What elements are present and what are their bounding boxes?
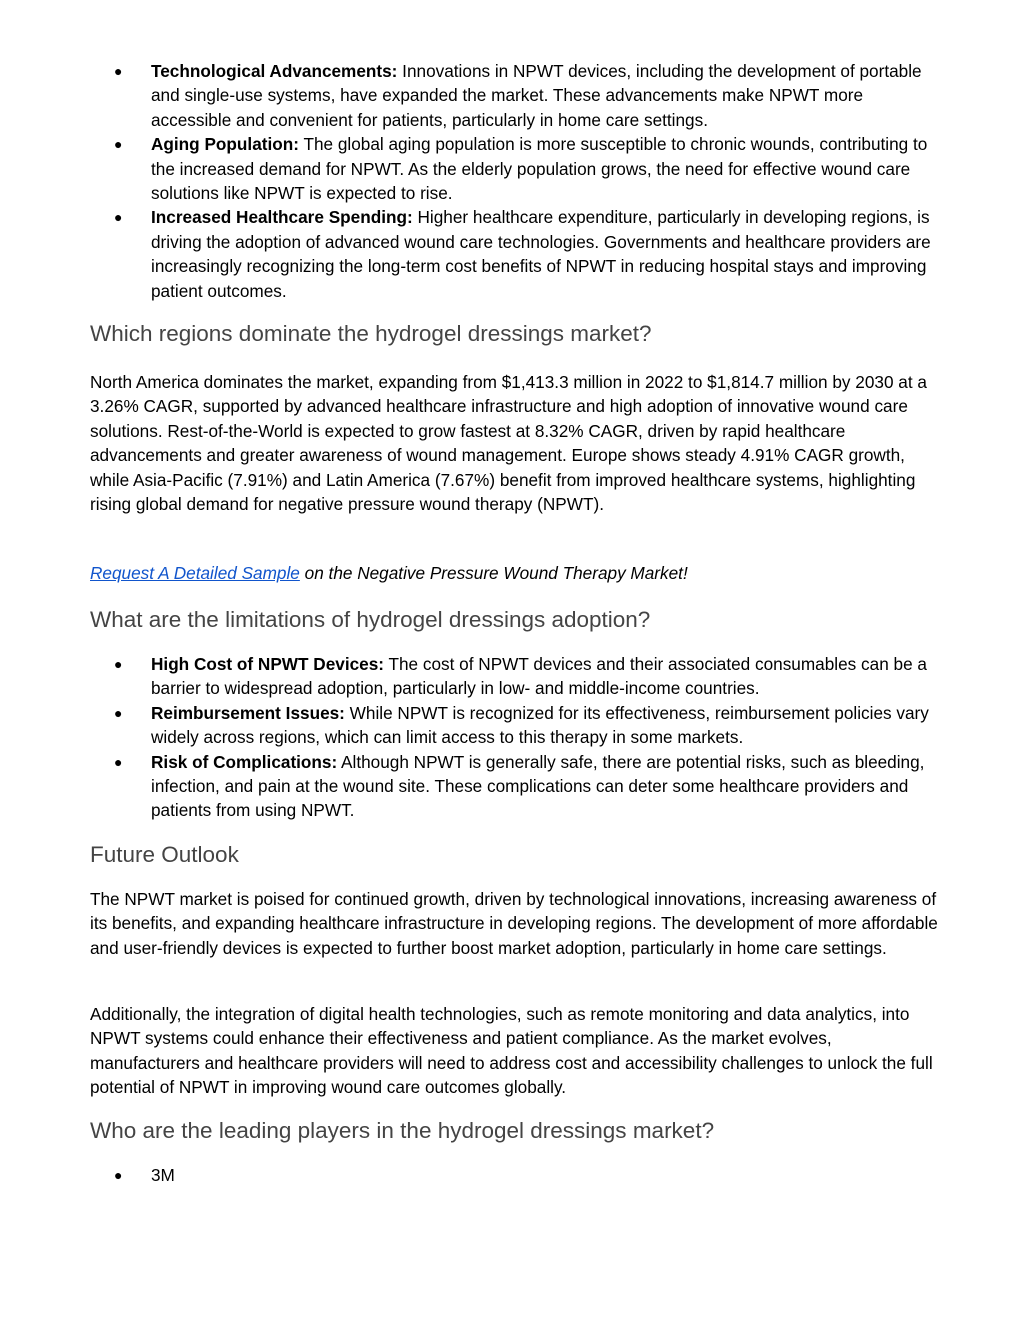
list-item-text: Innovations in NPWT devices, including the development of portable and single-use systems, have expanded the market. These advancements make NPWT more accessible and convenient for patients, particularly in home care settings. xyxy=(151,61,922,130)
limitations-list xyxy=(90,652,940,823)
limitations-heading: What are the limitations of hydrogel dressings adoption? xyxy=(90,607,651,632)
list-item xyxy=(90,750,940,823)
list-item xyxy=(90,652,940,701)
list-item-text: Higher healthcare expenditure, particularly in developing regions, is driving the adoption of advanced wound care technologies. Governments and healthcare providers are increasingly recognizing the long-term cost benefits of NPWT in reducing hospital stays and improving patient outcomes. xyxy=(151,207,931,301)
players-list xyxy=(90,1163,940,1187)
bullet-icon: ● xyxy=(114,1167,123,1183)
list-item-title: Increased Healthcare Spending: xyxy=(151,207,413,228)
regions-paragraph: North America dominates the market, expanding from $1,413.3 million in 2022 to $1,814.7 million by 2030 at a 3.26% CAGR, supported by advanced healthcare infrastructure and high adoption of innovative wound care solutions. Rest-of-the-World is expected to grow fastest at 8.32% CAGR, driven by rapid healthcare advancements and greater awareness of wound management. Europe shows steady 4.91% CAGR growth, while Asia-Pacific (7.91%) and Latin America (7.67%) benefit from improved healthcare systems, highlighting rising global demand for negative pressure wound therapy (NPWT). xyxy=(90,372,927,515)
list-item-title: Technological Advancements: xyxy=(151,61,398,81)
sample-request-text: on the Negative Pressure Wound Therapy Market! xyxy=(299,563,688,583)
list-item xyxy=(90,132,940,205)
list-item-title: High Cost of NPWT Devices: xyxy=(151,654,385,674)
regions-heading: Which regions dominate the hydrogel dressings market? xyxy=(90,321,652,346)
list-item xyxy=(90,1163,940,1187)
list-item xyxy=(90,59,940,132)
list-item-title: Aging Population: xyxy=(151,134,299,155)
bullet-icon: ● xyxy=(114,136,123,153)
request-sample-link[interactable]: Request A Detailed Sample xyxy=(90,563,300,583)
list-item-title: Reimbursement Issues: xyxy=(151,702,345,723)
bullet-icon: ● xyxy=(114,753,123,770)
bullet-icon: ● xyxy=(114,656,123,672)
bullet-icon: ● xyxy=(114,63,123,79)
list-item-text: The global aging population is more susceptible to chronic wounds, contributing to the increased demand for NPWT. As the elderly population grows, the need for effective wound care solutions like NPWT is expected to rise. xyxy=(151,134,928,204)
sample-request-line xyxy=(90,561,940,585)
list-item-text: Although NPWT is generally safe, there are potential risks, such as bleeding, infection, and pain at the wound site. These complications can deter some healthcare providers and patients from using NPWT. xyxy=(151,751,925,821)
list-item xyxy=(90,205,940,303)
list-item-title: Risk of Complications: xyxy=(151,751,338,772)
list-item xyxy=(90,701,940,750)
players-heading: Who are the leading players in the hydrogel dressings market? xyxy=(90,1118,715,1143)
drivers-list xyxy=(90,59,940,303)
player-name: 3M xyxy=(151,1165,175,1185)
outlook-paragraph-2: Additionally, the integration of digital health technologies, such as remote monitoring and data analytics, into NPWT systems could enhance their effectiveness and patient compliance. As the market evolves, manufacturers and healthcare providers will need to address cost and accessibility challenges to unlock the full potential of NPWT in improving wound care outcomes globally. xyxy=(90,1004,933,1098)
list-item-text: The cost of NPWT devices and their associated consumables can be a barrier to widespread adoption, particularly in low- and middle-income countries. xyxy=(151,654,927,699)
list-item-text: While NPWT is recognized for its effectiveness, reimbursement policies vary widely across regions, which can limit access to this therapy in some markets. xyxy=(151,702,929,748)
bullet-icon: ● xyxy=(114,704,123,721)
bullet-icon: ● xyxy=(114,209,123,226)
outlook-heading: Future Outlook xyxy=(90,842,239,867)
outlook-paragraph-1: The NPWT market is poised for continued growth, driven by technological innovations, increasing awareness of its benefits, and expanding healthcare infrastructure in developing regions. The development of more affordable and user-friendly devices is expected to further boost market adoption, particularly in home care settings. xyxy=(90,889,938,958)
